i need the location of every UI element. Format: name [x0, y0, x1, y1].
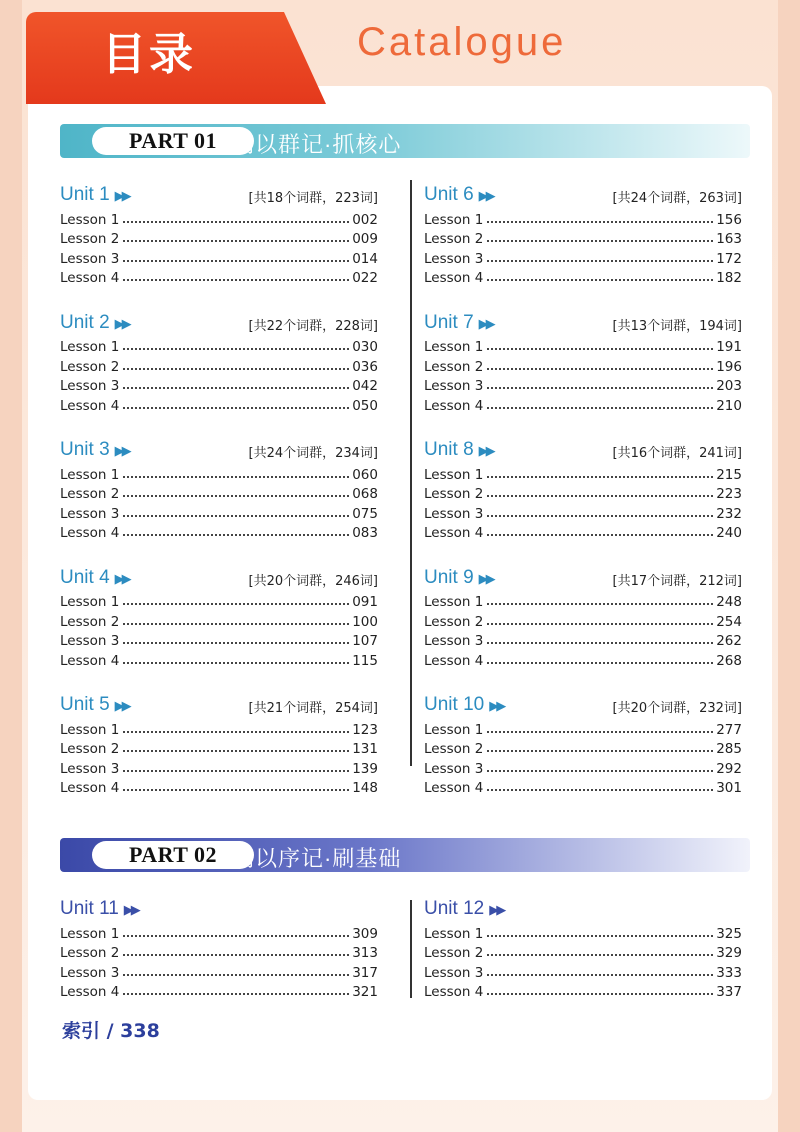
lesson-row[interactable] — [424, 394, 742, 414]
lesson-page-number: 091 — [352, 594, 378, 610]
unit-title-text: Unit 9 — [424, 566, 474, 588]
unit-header — [424, 694, 742, 718]
lesson-page-number: 083 — [352, 525, 378, 541]
lesson-row[interactable] — [60, 961, 378, 981]
lesson-name: Lesson 3 — [60, 633, 120, 649]
lesson-row[interactable] — [60, 247, 378, 267]
dot-leader — [487, 953, 713, 956]
lesson-name: Lesson 4 — [60, 525, 120, 541]
dot-leader — [487, 406, 713, 409]
lesson-page-number: 313 — [352, 945, 378, 961]
lesson-name: Lesson 2 — [424, 945, 484, 961]
dot-leader — [123, 992, 349, 995]
unit-block — [60, 898, 378, 1000]
page-title-cn: 目录 — [102, 29, 196, 80]
unit-block — [60, 694, 378, 796]
lesson-row[interactable] — [424, 375, 742, 395]
dot-leader — [123, 602, 349, 605]
double-right-arrow-icon: ▶▶ — [478, 315, 493, 331]
dot-leader — [487, 661, 713, 664]
lesson-row[interactable] — [60, 483, 378, 503]
lesson-row[interactable] — [60, 267, 378, 287]
lesson-row[interactable] — [60, 630, 378, 650]
dot-leader — [487, 220, 713, 223]
part-01-label: PART 01 — [92, 127, 254, 155]
dot-leader — [487, 749, 713, 752]
lesson-name: Lesson 4 — [424, 525, 484, 541]
lesson-page-number: 042 — [352, 378, 378, 394]
lesson-page-number: 285 — [716, 741, 742, 757]
lesson-row[interactable] — [424, 610, 742, 630]
lesson-row[interactable] — [60, 942, 378, 962]
unit-title[interactable] — [424, 439, 493, 461]
lesson-row[interactable] — [424, 208, 742, 228]
unit-title-text: Unit 10 — [424, 694, 485, 715]
double-right-arrow-icon: ▶▶ — [123, 902, 138, 917]
lesson-page-number: 196 — [716, 358, 742, 375]
lesson-row[interactable] — [424, 228, 742, 248]
lesson-page-number: 333 — [716, 964, 742, 981]
lesson-page-number: 163 — [716, 231, 742, 247]
dot-leader — [487, 386, 713, 389]
unit-title[interactable] — [60, 694, 129, 716]
lesson-page-number: 014 — [352, 250, 378, 267]
lesson-name: Lesson 1 — [424, 339, 484, 355]
dot-leader — [123, 367, 349, 370]
lesson-name: Lesson 3 — [60, 378, 120, 394]
double-right-arrow-icon: ▶▶ — [114, 570, 129, 586]
lesson-page-number: 191 — [716, 339, 742, 355]
dot-leader — [123, 730, 349, 733]
lesson-row[interactable] — [60, 777, 378, 797]
lesson-name: Lesson 3 — [424, 250, 484, 267]
lesson-row[interactable] — [424, 630, 742, 650]
dot-leader — [123, 475, 349, 478]
lesson-page-number: 148 — [352, 780, 378, 796]
lesson-name: Lesson 2 — [60, 613, 120, 630]
dot-leader — [123, 973, 349, 976]
unit-block — [424, 567, 742, 669]
lesson-page-number: 156 — [716, 211, 742, 228]
unit-header — [60, 898, 378, 922]
dot-leader — [487, 641, 713, 644]
lesson-page-number: 262 — [716, 633, 742, 649]
dot-leader — [487, 973, 713, 976]
unit-title-text: Unit 12 — [424, 898, 485, 919]
lesson-name: Lesson 3 — [424, 505, 484, 522]
dot-leader — [487, 259, 713, 262]
dot-leader — [487, 934, 713, 937]
part-01-subtitle: 词以群记·抓核心 — [232, 132, 402, 157]
unit-title[interactable] — [60, 567, 129, 589]
double-right-arrow-icon: ▶▶ — [478, 443, 493, 458]
double-right-arrow-icon: ▶▶ — [114, 443, 129, 458]
lesson-page-number: 325 — [716, 925, 742, 942]
lesson-name: Lesson 3 — [60, 760, 120, 777]
unit-title[interactable] — [60, 184, 129, 206]
lesson-page-number: 223 — [716, 486, 742, 502]
part-02-subtitle: 词以序记·刷基础 — [232, 846, 402, 871]
lesson-row[interactable] — [60, 757, 378, 777]
lesson-name: Lesson 4 — [424, 397, 484, 414]
unit-title-text: Unit 2 — [60, 311, 110, 333]
lesson-name: Lesson 2 — [60, 486, 120, 502]
lesson-name: Lesson 1 — [60, 925, 120, 942]
dot-leader — [487, 475, 713, 478]
unit-title-text: Unit 5 — [60, 694, 110, 715]
unit-title-text: Unit 3 — [60, 439, 110, 460]
lesson-row[interactable] — [60, 375, 378, 395]
column-divider-part-02 — [410, 900, 412, 998]
lesson-name: Lesson 2 — [424, 741, 484, 757]
lesson-page-number: 215 — [716, 466, 742, 483]
lesson-name: Lesson 4 — [60, 652, 120, 669]
lesson-row[interactable] — [60, 502, 378, 522]
unit-title[interactable] — [424, 898, 503, 920]
lesson-row[interactable] — [424, 463, 742, 483]
unit-word-count: [共20个词群，232词] — [612, 701, 742, 716]
lesson-name: Lesson 4 — [424, 780, 484, 796]
double-right-arrow-icon: ▶▶ — [489, 902, 504, 917]
lesson-page-number: 203 — [716, 378, 742, 394]
dot-leader — [487, 622, 713, 625]
lesson-row[interactable] — [424, 922, 742, 942]
lesson-page-number: 139 — [352, 760, 378, 777]
unit-block — [424, 184, 742, 286]
lesson-name: Lesson 1 — [60, 339, 120, 355]
lesson-name: Lesson 2 — [424, 486, 484, 502]
dot-leader — [123, 220, 349, 223]
dot-leader — [487, 992, 713, 995]
unit-block — [424, 439, 742, 541]
lesson-row[interactable] — [60, 208, 378, 228]
dot-leader — [123, 533, 349, 536]
unit-header — [60, 567, 378, 591]
double-right-arrow-icon: ▶▶ — [489, 698, 504, 713]
dot-leader — [123, 749, 349, 752]
lesson-name: Lesson 3 — [424, 964, 484, 981]
index-link[interactable]: 索引 / 338 — [62, 1020, 160, 1042]
dot-leader — [123, 406, 349, 409]
lesson-page-number: 182 — [716, 270, 742, 286]
lesson-page-number: 050 — [352, 397, 378, 414]
lesson-name: Lesson 4 — [424, 652, 484, 669]
lesson-name: Lesson 2 — [424, 231, 484, 247]
dot-leader — [487, 788, 713, 791]
dot-leader — [123, 278, 349, 281]
lesson-page-number: 210 — [716, 397, 742, 414]
lesson-row[interactable] — [424, 483, 742, 503]
dot-leader — [487, 730, 713, 733]
lesson-name: Lesson 3 — [424, 760, 484, 777]
lesson-name: Lesson 3 — [60, 505, 120, 522]
lesson-row[interactable] — [424, 502, 742, 522]
unit-block — [60, 567, 378, 669]
lesson-name: Lesson 4 — [424, 270, 484, 286]
dot-leader — [123, 239, 349, 242]
lesson-page-number: 309 — [352, 925, 378, 942]
dot-leader — [123, 661, 349, 664]
lesson-row[interactable] — [424, 649, 742, 669]
lesson-row[interactable] — [60, 336, 378, 356]
unit-header — [424, 439, 742, 463]
double-right-arrow-icon: ▶▶ — [478, 570, 493, 586]
lesson-row[interactable] — [60, 591, 378, 611]
lesson-page-number: 317 — [352, 964, 378, 981]
unit-title-text: Unit 4 — [60, 566, 110, 588]
lesson-page-number: 075 — [352, 505, 378, 522]
lesson-row[interactable] — [424, 336, 742, 356]
unit-block — [60, 312, 378, 414]
lesson-page-number: 107 — [352, 633, 378, 649]
lesson-row[interactable] — [60, 522, 378, 542]
unit-title[interactable] — [424, 694, 503, 716]
unit-title-text: Unit 6 — [424, 184, 474, 205]
lesson-page-number: 268 — [716, 652, 742, 669]
unit-word-count: [共20个词群，246词] — [248, 573, 378, 589]
unit-title[interactable] — [424, 312, 493, 334]
lesson-name: Lesson 1 — [60, 466, 120, 483]
unit-block — [424, 694, 742, 796]
lesson-row[interactable] — [424, 267, 742, 287]
lesson-page-number: 030 — [352, 339, 378, 355]
lesson-page-number: 248 — [716, 594, 742, 610]
page-title-en: Catalogue — [357, 20, 567, 64]
lesson-row[interactable] — [60, 463, 378, 483]
lesson-name: Lesson 3 — [60, 964, 120, 981]
dot-leader — [123, 788, 349, 791]
lesson-name: Lesson 1 — [60, 594, 120, 610]
lesson-row[interactable] — [424, 777, 742, 797]
lesson-name: Lesson 1 — [424, 925, 484, 942]
dot-leader — [123, 386, 349, 389]
unit-title[interactable] — [60, 312, 129, 334]
lesson-row[interactable] — [60, 228, 378, 248]
lesson-row[interactable] — [424, 247, 742, 267]
unit-title[interactable] — [424, 184, 493, 206]
lesson-row[interactable] — [424, 591, 742, 611]
dot-leader — [487, 367, 713, 370]
dot-leader — [123, 259, 349, 262]
double-right-arrow-icon: ▶▶ — [114, 188, 129, 203]
lesson-row[interactable] — [424, 961, 742, 981]
unit-word-count: [共24个词群，234词] — [248, 446, 378, 461]
unit-header — [60, 184, 378, 208]
lesson-row[interactable] — [424, 738, 742, 758]
lesson-name: Lesson 4 — [60, 780, 120, 796]
lesson-name: Lesson 4 — [424, 984, 484, 1000]
lesson-page-number: 002 — [352, 211, 378, 228]
unit-header — [424, 567, 742, 591]
unit-header — [424, 184, 742, 208]
lesson-name: Lesson 1 — [424, 594, 484, 610]
lesson-name: Lesson 1 — [424, 721, 484, 738]
lesson-name: Lesson 2 — [424, 613, 484, 630]
unit-title[interactable] — [424, 567, 493, 589]
unit-title[interactable] — [60, 439, 129, 461]
double-right-arrow-icon: ▶▶ — [114, 698, 129, 713]
lesson-row[interactable] — [424, 942, 742, 962]
lesson-name: Lesson 2 — [60, 231, 120, 247]
part-01-banner — [60, 124, 750, 158]
lesson-name: Lesson 2 — [424, 358, 484, 375]
lesson-name: Lesson 4 — [60, 984, 120, 1000]
lesson-page-number: 022 — [352, 270, 378, 286]
lesson-row[interactable] — [424, 355, 742, 375]
dot-leader — [487, 494, 713, 497]
lesson-name: Lesson 1 — [60, 721, 120, 738]
double-right-arrow-icon: ▶▶ — [478, 188, 493, 203]
unit-word-count: [共17个词群，212词] — [612, 573, 742, 589]
lesson-page-number: 321 — [352, 984, 378, 1000]
lesson-row[interactable] — [424, 522, 742, 542]
unit-block — [60, 184, 378, 286]
lesson-row[interactable] — [60, 981, 378, 1001]
part-02-label: PART 02 — [92, 841, 254, 869]
lesson-row[interactable] — [60, 610, 378, 630]
dot-leader — [487, 239, 713, 242]
lesson-page-number: 100 — [352, 613, 378, 630]
lesson-page-number: 277 — [716, 721, 742, 738]
lesson-page-number: 337 — [716, 984, 742, 1000]
unit-word-count: [共24个词群，263词] — [612, 191, 742, 206]
unit-header — [60, 694, 378, 718]
lesson-name: Lesson 1 — [424, 211, 484, 228]
lesson-row[interactable] — [424, 718, 742, 738]
lesson-name: Lesson 4 — [60, 270, 120, 286]
unit-title-text: Unit 1 — [60, 184, 110, 205]
lesson-name: Lesson 2 — [60, 358, 120, 375]
unit-word-count: [共22个词群，228词] — [248, 318, 378, 334]
unit-title-text: Unit 8 — [424, 439, 474, 460]
lesson-page-number: 232 — [716, 505, 742, 522]
lesson-row[interactable] — [60, 738, 378, 758]
dot-leader — [123, 769, 349, 772]
unit-word-count: [共16个词群，241词] — [612, 446, 742, 461]
part-02-banner — [60, 838, 750, 872]
unit-block — [424, 312, 742, 414]
lesson-page-number: 329 — [716, 945, 742, 961]
unit-header — [60, 439, 378, 463]
lesson-row[interactable] — [424, 757, 742, 777]
dot-leader — [123, 953, 349, 956]
dot-leader — [487, 278, 713, 281]
lesson-page-number: 060 — [352, 466, 378, 483]
lesson-name: Lesson 1 — [424, 466, 484, 483]
lesson-name: Lesson 3 — [60, 250, 120, 267]
lesson-row[interactable] — [60, 394, 378, 414]
lesson-row[interactable] — [60, 718, 378, 738]
dot-leader — [123, 347, 349, 350]
lesson-page-number: 292 — [716, 760, 742, 777]
dot-leader — [487, 533, 713, 536]
lesson-name: Lesson 1 — [60, 211, 120, 228]
unit-block — [60, 439, 378, 541]
lesson-row[interactable] — [424, 981, 742, 1001]
lesson-row[interactable] — [60, 355, 378, 375]
double-right-arrow-icon: ▶▶ — [114, 315, 129, 331]
dot-leader — [123, 622, 349, 625]
unit-word-count: [共13个词群，194词] — [612, 318, 742, 334]
lesson-page-number: 009 — [352, 231, 378, 247]
lesson-page-number: 131 — [352, 741, 378, 757]
lesson-page-number: 240 — [716, 525, 742, 541]
unit-word-count: [共21个词群，254词] — [248, 701, 378, 716]
lesson-name: Lesson 2 — [60, 741, 120, 757]
lesson-name: Lesson 2 — [60, 945, 120, 961]
unit-word-count: [共18个词群，223词] — [248, 191, 378, 206]
lesson-page-number: 254 — [716, 613, 742, 630]
lesson-row[interactable] — [60, 649, 378, 669]
lesson-page-number: 068 — [352, 486, 378, 502]
unit-header — [424, 312, 742, 336]
unit-title[interactable] — [60, 898, 138, 920]
unit-title-text: Unit 11 — [60, 898, 119, 919]
lesson-row[interactable] — [60, 922, 378, 942]
lesson-page-number: 172 — [716, 250, 742, 267]
unit-header — [424, 898, 742, 922]
lesson-name: Lesson 3 — [424, 378, 484, 394]
unit-title-text: Unit 7 — [424, 311, 474, 333]
unit-block — [424, 898, 742, 1000]
dot-leader — [123, 494, 349, 497]
column-divider-part-01 — [410, 180, 412, 766]
lesson-name: Lesson 4 — [60, 397, 120, 414]
lesson-page-number: 123 — [352, 721, 378, 738]
dot-leader — [487, 514, 713, 517]
lesson-page-number: 036 — [352, 358, 378, 375]
dot-leader — [487, 347, 713, 350]
unit-header — [60, 312, 378, 336]
dot-leader — [123, 934, 349, 937]
dot-leader — [487, 769, 713, 772]
dot-leader — [123, 514, 349, 517]
dot-leader — [123, 641, 349, 644]
lesson-page-number: 115 — [352, 652, 378, 669]
lesson-page-number: 301 — [716, 780, 742, 796]
lesson-name: Lesson 3 — [424, 633, 484, 649]
dot-leader — [487, 602, 713, 605]
